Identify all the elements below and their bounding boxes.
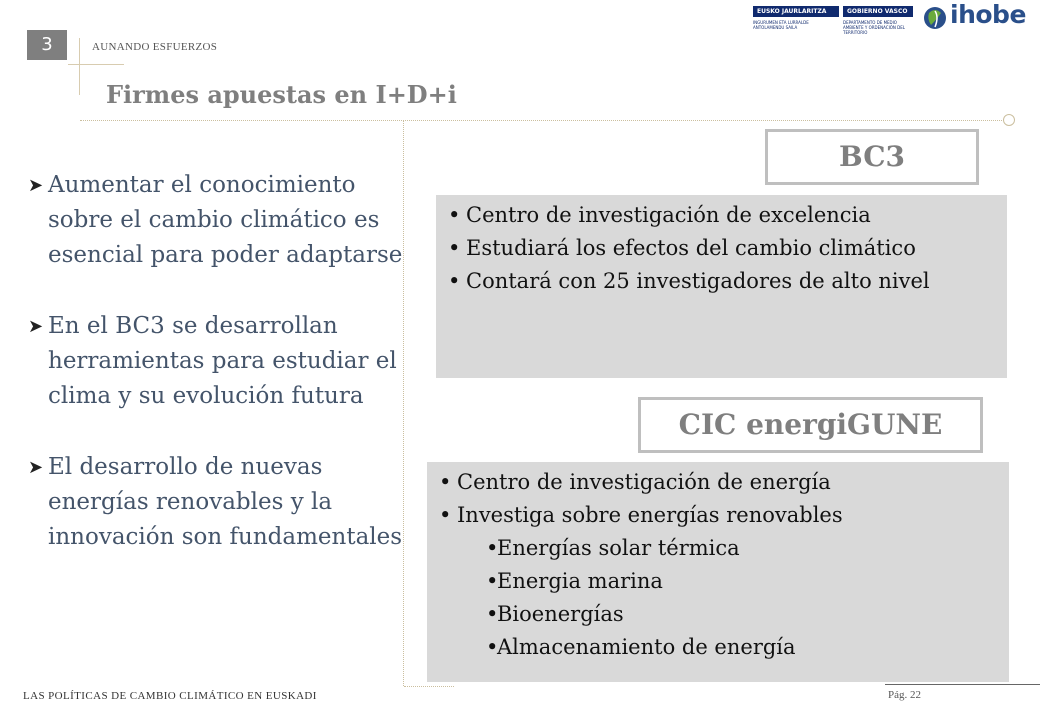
bc3-title-box: BC3	[765, 129, 979, 185]
gov-logo-right-subtext: DEPARTAMENTO DE MEDIO AMBIENTE Y ORDENACIÓN DEL TERRITORIO	[843, 20, 906, 35]
cic-energigune-title-box: CIC energiGUNE	[638, 397, 983, 453]
key-point-text: El desarrollo de nuevas energías renovables y la innovación son fundamentales	[48, 454, 403, 550]
bc3-bullet: • Contará con 25 investigadores de alto nivel	[446, 265, 997, 298]
footer-divider	[885, 684, 1040, 685]
arrow-bullet-icon: ➤	[28, 175, 44, 196]
basque-government-logo	[753, 6, 913, 38]
key-point	[28, 168, 403, 273]
cic-sub-bullet: • Almacenamiento de energía	[437, 631, 999, 664]
gov-logo-left-subtext: INGURUMEN ETA LURRALDE ANTOLAMENDU SAILA	[753, 20, 809, 30]
bc3-bullet: • Estudiará los efectos del cambio climático	[446, 232, 997, 265]
gov-logo-right-text: GOBIERNO VASCO	[843, 6, 913, 17]
bc3-info-box	[436, 195, 1007, 378]
section-number-badge: 3	[27, 30, 67, 60]
column-divider	[403, 121, 404, 686]
decorative-horizontal-line	[68, 64, 124, 65]
footer-dotted-line	[404, 686, 454, 687]
page-title: Firmes apuestas en I+D+i	[106, 80, 457, 109]
key-point	[28, 450, 403, 555]
bc3-bullet: • Centro de investigación de excelencia	[446, 199, 997, 232]
gov-logo-left-text: EUSKO JAURLARITZA	[753, 6, 839, 17]
cic-sub-bullet: • Bioenergías	[437, 598, 999, 631]
key-points-list	[28, 168, 403, 591]
cic-sub-bullet: • Energías solar térmica	[437, 532, 999, 565]
cic-sub-bullet: • Energia marina	[437, 565, 999, 598]
key-point-text: En el BC3 se desarrollan herramientas para estudiar el clima y su evolución futura	[48, 313, 397, 409]
page-number: Pág. 22	[888, 689, 921, 701]
ihobe-wordmark: ihobe	[950, 0, 1026, 29]
key-point	[28, 309, 403, 414]
cic-bullet: • Investiga sobre energías renovables	[437, 499, 999, 532]
footer-document-title: LAS POLÍTICAS DE CAMBIO CLIMÁTICO EN EUSKADI	[23, 690, 317, 702]
ihobe-logo	[923, 0, 1027, 35]
cic-bullet: • Centro de investigación de energía	[437, 466, 999, 499]
arrow-bullet-icon: ➤	[28, 316, 44, 337]
globe-leaf-icon	[923, 5, 947, 31]
divider-circle-ornament	[1003, 114, 1015, 126]
cic-info-box	[427, 462, 1009, 682]
decorative-vertical-line	[79, 38, 80, 95]
key-point-text: Aumentar el conocimiento sobre el cambio climático es esencial para poder adaptarse	[48, 172, 403, 268]
title-divider	[80, 120, 1010, 121]
arrow-bullet-icon: ➤	[28, 457, 44, 478]
section-label: AUNANDO ESFUERZOS	[92, 41, 218, 53]
